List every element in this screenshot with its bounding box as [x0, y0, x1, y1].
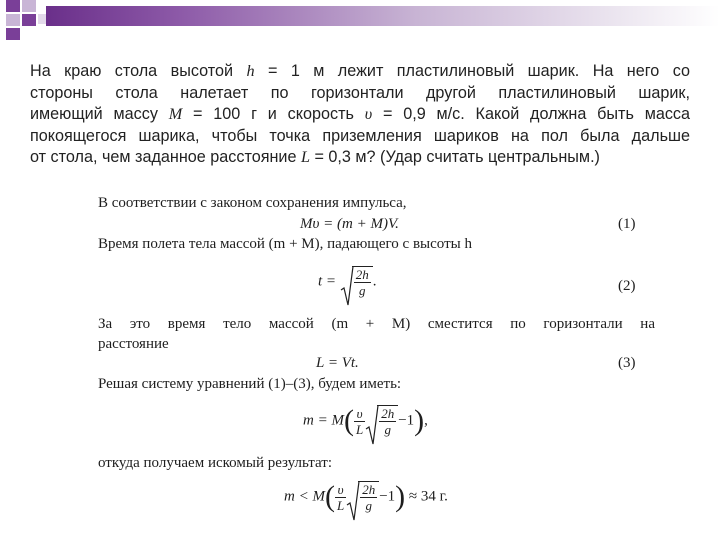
- deco-square: [6, 28, 20, 40]
- result-text: откуда получаем искомый результат:: [98, 455, 332, 471]
- problem-line-5: от стола, чем заданное расстояние L = 0,3 м? (Удар считать центральным.): [30, 148, 600, 166]
- displacement-text-2: расстояние: [98, 336, 169, 352]
- flight-time-text: Время полета тела массой (m + M), падающего с высоты h: [98, 236, 472, 252]
- equation-3-number: (3): [618, 355, 636, 371]
- problem-line-1: На краю стола высотой h = 1 м лежит пластилиновый шарик. На него со: [30, 62, 690, 80]
- displacement-text-1: За это время тело массой (m + M) сместится по горизонтали на: [98, 316, 655, 332]
- problem-statement: [30, 61, 690, 169]
- deco-square: [22, 14, 36, 26]
- problem-line-4: покоящегося шарика, чтобы точка приземления шариков на пол была дальше: [30, 126, 690, 145]
- equation-3: L = Vt.: [316, 355, 359, 371]
- header-gradient-bar: [46, 6, 720, 26]
- radical-icon: [346, 481, 360, 521]
- equation-4: m = M( $\frac{\upsilon}{L}$ $\frac{2h}{g}$ −1),: [303, 404, 428, 438]
- problem-line-2: стороны стола налетает по горизонтали другой пластилиновый шарик,: [30, 83, 690, 102]
- problem-line-3: имеющий массу M = 100 г и скорость υ = 0,9 м/с. Какой должна быть масса: [30, 105, 691, 123]
- sqrt-sign: $\frac{2h}{g}$: [340, 266, 373, 298]
- equation-2-number: (2): [618, 278, 636, 294]
- sqrt-sign: $\frac{2h}{g}$: [365, 405, 398, 437]
- equation-2: t = $\frac{2h}{g}$ .: [318, 266, 377, 298]
- solution-intro: В соответствии с законом сохранения импульса,: [98, 195, 407, 211]
- equation-5: m < M( $\frac{\upsilon}{L}$ $\frac{2h}{g}$ −1) ≈ 34 г.: [284, 480, 448, 514]
- header-decoration: [0, 0, 720, 40]
- equation-1: Mυ = (m + M)V.: [300, 216, 399, 232]
- deco-square: [6, 14, 20, 26]
- system-text: Решая систему уравнений (1)–(3), будем иметь:: [98, 376, 402, 392]
- radical-icon: [365, 405, 379, 445]
- sqrt-sign: $\frac{2h}{g}$: [346, 481, 379, 513]
- radical-icon: [340, 266, 354, 306]
- deco-square: [6, 0, 20, 12]
- deco-square: [22, 0, 36, 12]
- equation-1-number: (1): [618, 216, 636, 232]
